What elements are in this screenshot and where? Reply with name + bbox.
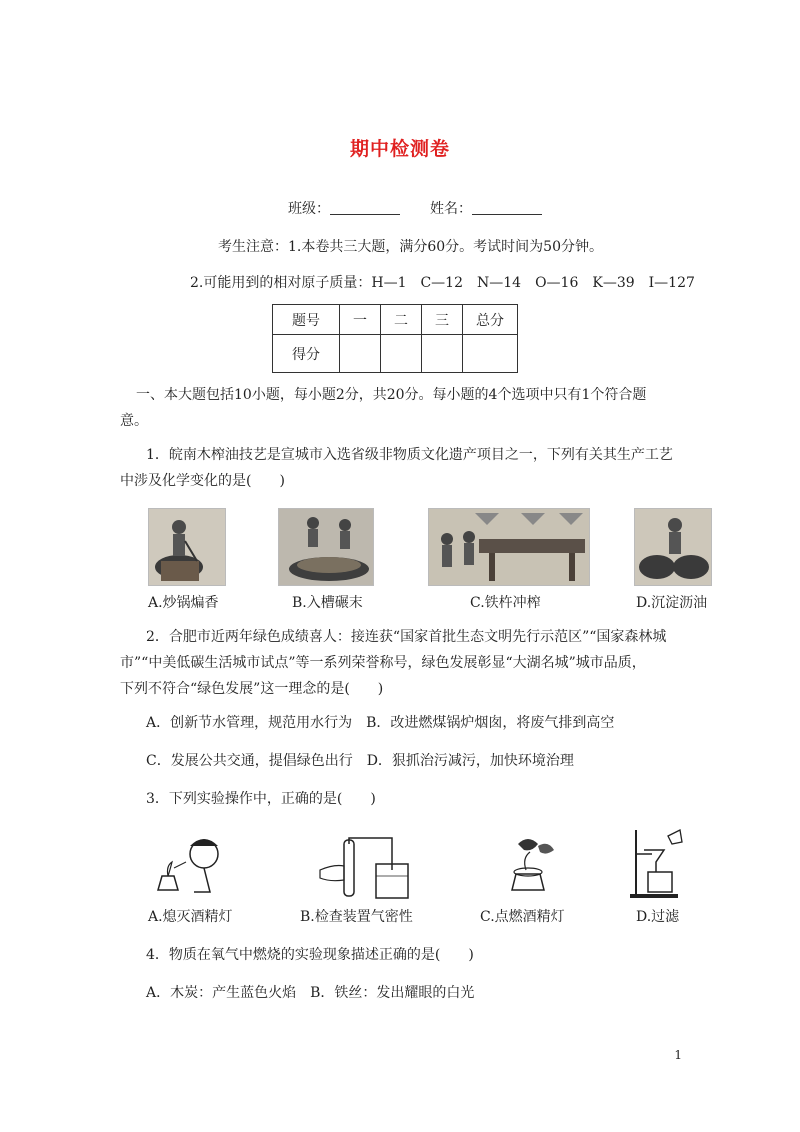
q3-option-d[interactable]: D.过滤: [636, 909, 680, 925]
grinding-illustration: [279, 509, 373, 585]
q3-option-a[interactable]: A.熄灭酒精灯: [148, 909, 233, 925]
filtration-illustration: [626, 826, 688, 902]
q1-option-c[interactable]: C.铁杵冲榨: [470, 595, 541, 611]
q2-line: 市”“中美低碳生活城市试点”等一系列荣誉称号，绿色发展彰显“大湖名城”城市品质，: [120, 655, 646, 671]
page-title: 期中检测卷: [349, 138, 450, 160]
question-1-stem: [120, 442, 680, 494]
score-row-label: 得分: [273, 335, 340, 373]
airtightness-illustration: [316, 836, 412, 902]
pressing-illustration: [429, 509, 589, 585]
class-blank[interactable]: [330, 200, 400, 215]
class-label: 班级：: [288, 201, 330, 217]
question-3-stem: 3．下列实验操作中，正确的是( ): [146, 791, 376, 807]
section-1-instructions: [120, 382, 680, 434]
class-field: [288, 198, 400, 218]
question-4-stem: 4．物质在氧气中燃烧的实验现象描述正确的是( ): [146, 947, 474, 963]
name-label: 姓名：: [430, 201, 472, 217]
q1-line: 1．皖南木榨油技艺是宣城市入选省级非物质文化遗产项目之一，下列有关其生产工艺: [146, 447, 673, 463]
pressing-image: [428, 508, 590, 586]
header-cell: 三: [422, 305, 463, 335]
header-cell: 总分: [463, 305, 518, 335]
page-number: 1: [674, 1048, 682, 1062]
score-cell[interactable]: [381, 335, 422, 373]
q3-option-b[interactable]: B.检查装置气密性: [300, 909, 413, 925]
section-1-line: 意。: [120, 413, 148, 429]
q2-line: 下列不符合“绿色发展”这一理念的是( ): [120, 681, 384, 697]
score-cell[interactable]: [340, 335, 381, 373]
score-cell[interactable]: [422, 335, 463, 373]
settling-illustration: [635, 509, 711, 585]
grinding-image: [278, 508, 374, 586]
q1-line: 中涉及化学变化的是( ): [120, 473, 285, 489]
name-field: [430, 198, 542, 218]
header-cell: 一: [340, 305, 381, 335]
name-blank[interactable]: [472, 200, 542, 215]
notice-1: 考生注意：1.本卷共三大题，满分60分。考试时间为50分钟。: [218, 239, 603, 255]
q1-option-d[interactable]: D.沉淀沥油: [636, 595, 708, 611]
q2-options-cd[interactable]: C．发展公共交通，提倡绿色出行 D．狠抓治污减污，加快环境治理: [146, 753, 574, 769]
settling-image: [634, 508, 712, 586]
stir-fry-image: [148, 508, 226, 586]
score-table: [272, 304, 518, 373]
q2-line: 2．合肥市近两年绿色成绩喜人：接连获“国家首批生态文明先行示范区”“国家森林城: [146, 629, 667, 645]
q1-option-a[interactable]: A.炒锅煸香: [148, 595, 219, 611]
section-1-line: 一、本大题包括10小题，每小题2分，共20分。每小题的4个选项中只有1个符合题: [136, 387, 647, 403]
extinguish-lamp-illustration: [150, 832, 230, 902]
question-2-stem: [120, 624, 680, 702]
q3-option-c[interactable]: C.点燃酒精灯: [480, 909, 565, 925]
q1-option-b[interactable]: B.入槽碾末: [292, 595, 363, 611]
light-lamp-illustration: [498, 830, 560, 902]
score-cell[interactable]: [463, 335, 518, 373]
notice-2: 2.可能用到的相对原子质量：H—1 C—12 N—14 O—16 K—39 I—127: [190, 275, 695, 291]
q4-options-ab[interactable]: A．木炭：产生蓝色火焰 B．铁丝：发出耀眼的白光: [146, 985, 475, 1001]
q2-options-ab[interactable]: A．创新节水管理，规范用水行为 B．改进燃煤锅炉烟囱，将废气排到高空: [146, 715, 615, 731]
header-cell: 二: [381, 305, 422, 335]
stir-fry-illustration: [149, 509, 225, 585]
header-cell: 题号: [273, 305, 340, 335]
